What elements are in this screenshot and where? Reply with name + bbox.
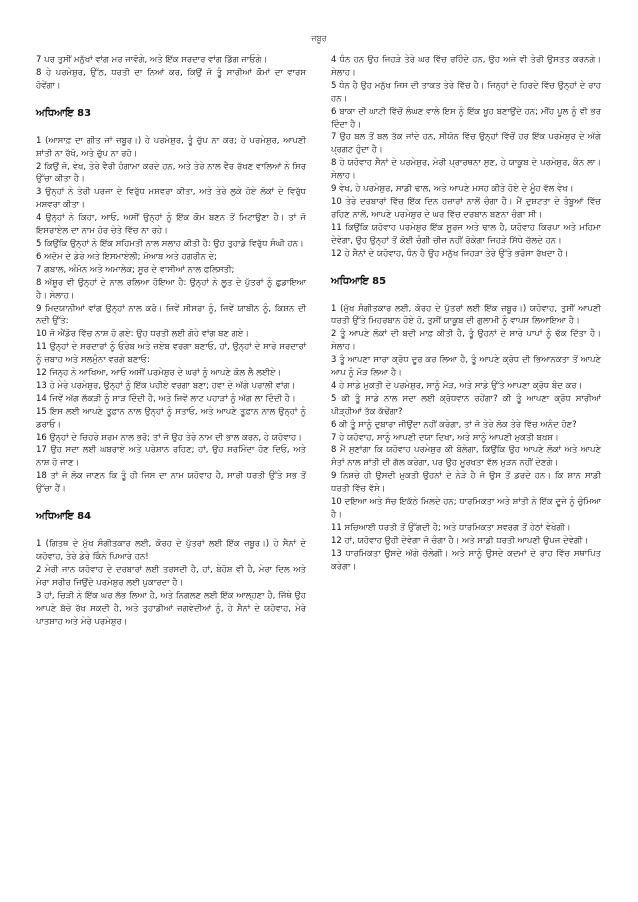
verse: 11 ਉਨ੍ਹਾਂ ਦੇ ਸਰਦਾਰਾਂ ਨੂੰ ਓਰੇਬ ਅਤੇ ਜ਼ਏਬ ਵਰਗਾ ਬਣਾਓ, ਹਾਂ, ਉਨ੍ਹਾਂ ਦੇ ਸਾਰੇ ਸਰਦਾਰਾਂ ਨੂੰ ਜ਼ਬਾਹ ਅਤੇ ਸਲਮੁੰਨਾ ਵਰਗੇ ਬਣਾਓ: xyxy=(36,342,306,366)
verse: 9 ਵੇਖ, ਹੇ ਪਰਮੇਸ਼ੁਰ, ਸਾਡੀ ਢਾਲ, ਅਤੇ ਆਪਣੇ ਮਸਹ ਕੀਤੇ ਹੋਏ ਦੇ ਮੂੰਹ ਵੱਲ ਵੇਖ। xyxy=(331,184,574,195)
verse: 3 ਤੂੰ ਆਪਣਾ ਸਾਰਾ ਕ੍ਰੋਧ ਦੂਰ ਕਰ ਲਿਆ ਹੈ, ਤੂੰ ਆਪਣੇ ਕ੍ਰੋਧ ਦੀ ਭਿਆਨਕਤਾ ਤੋਂ ਆਪਣੇ ਆਪ ਨੂੰ ਮੋੜ ਲਿਆ ਹੈ। xyxy=(331,355,601,379)
verse: 2 ਤੂੰ ਆਪਣੇ ਲੋਕਾਂ ਦੀ ਬਦੀ ਮਾਫ਼ ਕੀਤੀ ਹੈ, ਤੂੰ ਉਹਨਾਂ ਦੇ ਸਾਰੇ ਪਾਪਾਂ ਨੂੰ ਢੱਕ ਦਿੱਤਾ ਹੈ। ਸੇਲਾਹ। xyxy=(331,329,601,353)
verse: 12 ਜਿਨ੍ਹ ਨੇ ਆਖਿਆ, ਆਓ ਅਸੀਂ ਪਰਮੇਸ਼ੁਰ ਦੇ ਘਰਾਂ ਨੂੰ ਆਪਣੇ ਕੋਲ ਲੈ ਲਈਏ। xyxy=(36,368,282,379)
verse: 13 ਧਾਰਮਿਕਤਾ ਉਸਦੇ ਅੱਗੇ ਚੱਲੇਗੀ। ਅਤੇ ਸਾਨੂੰ ਉਸਦੇ ਕਦਮਾਂ ਦੇ ਰਾਹ ਵਿੱਚ ਸਥਾਪਿਤ ਕਰੇਗਾ। xyxy=(331,548,601,572)
verse: 17 ਉਹ ਸਦਾ ਲਈ ਘਬਰਾਏ ਅਤੇ ਪਰੇਸ਼ਾਨ ਰਹਿਣ; ਹਾਂ, ਉਹ ਸ਼ਰਮਿੰਦਾ ਹੋਣ ਦਿਓ, ਅਤੇ ਨਾਸ਼ ਹੋ ਜਾਣ। xyxy=(36,445,306,469)
verse: 6 ਕੀ ਤੂੰ ਸਾਨੂੰ ਦੁਬਾਰਾ ਜੀਉਂਦਾ ਨਹੀਂ ਕਰੇਗਾ, ਤਾਂ ਜੋ ਤੇਰੇ ਲੋਕ ਤੇਰੇ ਵਿੱਚ ਅਨੰਦ ਹੋਣ? xyxy=(331,419,577,430)
verse: 6 ਅਦੋਮ ਦੇ ਡੇਰੇ ਅਤੇ ਇਸਮਾਏਲੀ; ਮੋਆਬ ਅਤੇ ਹਗਰੀਨ ਦੇ; xyxy=(36,251,217,262)
verse: 4 ਉਨ੍ਹਾਂ ਨੇ ਕਿਹਾ, ਆਓ, ਅਸੀਂ ਉਨ੍ਹਾਂ ਨੂੰ ਇੱਕ ਕੌਮ ਬਣਨ ਤੋਂ ਮਿਟਾਉਣਾ ਹੈ। ਤਾਂ ਜੋ ਇਸਰਾਏਲ ਦਾ ਨਾਮ ਹੋਰ ਚੇਤੇ ਵਿੱਚ ਨਾ ਰਹੇ। xyxy=(36,213,306,237)
verse: 5 ਕਿਉਂਕਿ ਉਨ੍ਹਾਂ ਨੇ ਇੱਕ ਸਹਿਮਤੀ ਨਾਲ ਸਲਾਹ ਕੀਤੀ ਹੈ: ਉਹ ਤੁਹਾਡੇ ਵਿਰੁੱਧ ਸੰਘੀ ਹਨ। xyxy=(36,238,304,249)
verse: 7 ਗਬਾਲ, ਅੰਮੋਨ ਅਤੇ ਅਮਾਲੇਕ; ਸੂਰ ਦੇ ਵਾਸੀਆਂ ਨਾਲ ਫਲਿਸਤੀ; xyxy=(36,264,235,275)
verse: 8 ਮੈਂ ਸੁਣਾਂਗਾ ਕਿ ਯਹੋਵਾਹ ਪਰਮੇਸ਼ੁਰ ਕੀ ਬੋਲੇਗਾ, ਕਿਉਂਕਿ ਉਹ ਆਪਣੇ ਲੋਕਾਂ ਅਤੇ ਆਪਣੇ ਸੰਤਾਂ ਨਾਲ ਸ਼ਾਂਤੀ ਦੀ ਗੱਲ ਕਰੇਗਾ, ਪਰ ਉਹ ਮੂਰਖਤਾ ਵੱਲ ਮੁੜਨ ਨਹੀਂ ਦੇਣਗੇ। xyxy=(331,445,601,469)
intro-verses xyxy=(331,54,601,261)
verse: 8 ਹੇ ਪਰਮੇਸ਼ੁਰ, ਉੱਠ, ਧਰਤੀ ਦਾ ਨਿਆਂ ਕਰ, ਕਿਉਂ ਜੋ ਤੂੰ ਸਾਰੀਆਂ ਕੌਮਾਂ ਦਾ ਵਾਰਸ ਹੋਵੇਂਗਾ। xyxy=(36,67,306,91)
chapter-heading-83: ਅਧਿਆਇ 83 xyxy=(36,107,92,119)
verse: 16 ਉਨ੍ਹਾਂ ਦੇ ਚਿਹਰੇ ਸ਼ਰਮ ਨਾਲ ਭਰੋ; ਤਾਂ ਜੋ ਉਹ ਤੇਰੇ ਨਾਮ ਦੀ ਭਾਲ ਕਰਨ, ਹੇ ਯਹੋਵਾਹ। xyxy=(36,432,302,443)
verse: 9 ਮਿਦਯਾਨੀਆਂ ਵਾਂਗ ਉਨ੍ਹਾਂ ਨਾਲ ਕਰੋ। ਜਿਵੇਂ ਸੀਸਰਾ ਨੂੰ, ਜਿਵੇਂ ਯਾਬੀਨ ਨੂੰ, ਕਿਸ਼ਨ ਦੀ ਨਦੀ ਉੱਤੇ: xyxy=(36,303,306,327)
verse: 10 ਜੋ ਐਂਡੋਰ ਵਿੱਚ ਨਾਸ਼ ਹੋ ਗਏ: ਉਹ ਧਰਤੀ ਲਈ ਗੋਹੇ ਵਾਂਗ ਬਣ ਗਏ। xyxy=(36,329,249,340)
verse: 3 ਉਨ੍ਹਾਂ ਨੇ ਤੇਰੀ ਪਰਜਾ ਦੇ ਵਿਰੁੱਧ ਮਸ਼ਵਰਾ ਕੀਤਾ, ਅਤੇ ਤੇਰੇ ਲੁਕੇ ਹੋਏ ਲੋਕਾਂ ਦੇ ਵਿਰੁੱਧ ਮਸ਼ਵਰਾ ਕੀਤਾ। xyxy=(36,187,306,211)
chapter-heading-85: ਅਧਿਆਇ 85 xyxy=(331,275,387,287)
verse: 8 ਅੱਸ਼ੂਰ ਵੀ ਉਨ੍ਹਾਂ ਦੇ ਨਾਲ ਰਲਿਆ ਹੋਇਆ ਹੈ: ਉਨ੍ਹਾਂ ਨੇ ਲੂਤ ਦੇ ਪੁੱਤਰਾਂ ਨੂੰ ਛੁਡਾਇਆ ਹੈ। ਸੇਲਾਹ। xyxy=(36,277,306,301)
chapter-85-verses xyxy=(331,303,601,574)
verse: 3 ਹਾਂ, ਚਿੜੀ ਨੇ ਇੱਕ ਘਰ ਲੱਭ ਲਿਆ ਹੈ, ਅਤੇ ਨਿਗਲਣ ਲਈ ਇੱਕ ਆਲ੍ਹਣਾ ਹੈ, ਜਿੱਥੇ ਉਹ ਆਪਣੇ ਬੱਚੇ ਰੱਖ ਸਕਦੀ ਹੈ, ਅਤੇ ਤੁਹਾਡੀਆਂ ਜਗਵੇਦੀਆਂ ਨੂੰ, ਹੇ ਸੈਨਾਂ ਦੇ ਯਹੋਵਾਹ, ਮੇਰੇ ਪਾਤਸ਼ਾਹ ਅਤੇ ਮੇਰੇ ਪਰਮੇਸ਼ੁਰ। xyxy=(36,590,306,627)
left-column xyxy=(36,54,306,628)
verse: 1 (ਮੁੱਖ ਸੰਗੀਤਕਾਰ ਲਈ, ਕੋਰਹ ਦੇ ਪੁੱਤਰਾਂ ਲਈ ਇੱਕ ਜ਼ਬੂਰ।) ਯਹੋਵਾਹ, ਤੁਸੀਂ ਆਪਣੀ ਧਰਤੀ ਉੱਤੇ ਮਿਹਰਬਾਨ ਹੋਏ ਹੋ, ਤੁਸੀਂ ਯਾਕੂਬ ਦੀ ਗੁਲਾਮੀ ਨੂੰ ਵਾਪਸ ਲਿਆਇਆ ਹੈ। xyxy=(331,303,601,327)
verse: 11 ਕਿਉਂਕਿ ਯਹੋਵਾਹ ਪਰਮੇਸ਼ੁਰ ਇੱਕ ਸੂਰਜ ਅਤੇ ਢਾਲ ਹੈ, ਯਹੋਵਾਹ ਕਿਰਪਾ ਅਤੇ ਮਹਿਮਾ ਦੇਵੇਗਾ, ਉਹ ਉਨ੍ਹਾਂ ਤੋਂ ਕੋਈ ਚੰਗੀ ਚੀਜ਼ ਨਹੀਂ ਰੋਕੇਗਾ ਜਿਹੜੇ ਸਿੱਧੇ ਚੱਲਦੇ ਹਨ। xyxy=(331,222,601,246)
verse: 10 ਦਇਆ ਅਤੇ ਸੱਚ ਇਕੱਠੇ ਮਿਲਦੇ ਹਨ; ਧਾਰਮਿਕਤਾ ਅਤੇ ਸ਼ਾਂਤੀ ਨੇ ਇੱਕ ਦੂਜੇ ਨੂੰ ਚੁੰਮਿਆ ਹੈ। xyxy=(331,497,601,520)
verse: 6 ਬਾਕਾ ਦੀ ਘਾਟੀ ਵਿੱਚੋਂ ਲੰਘਣ ਵਾਲੇ ਇਸ ਨੂੰ ਇੱਕ ਖੂਹ ਬਣਾਉਂਦੇ ਹਨ; ਮੀਂਹ ਪੂਲ ਨੂੰ ਵੀ ਭਰ ਦਿੰਦਾ ਹੈ। xyxy=(331,106,601,130)
verse: 5 ਕੀ ਤੂੰ ਸਾਡੇ ਨਾਲ ਸਦਾ ਲਈ ਕ੍ਰੋਧਵਾਨ ਰਹੇਂਗਾ? ਕੀ ਤੂੰ ਆਪਣਾ ਕ੍ਰੋਧ ਸਾਰੀਆਂ ਪੀੜ੍ਹੀਆਂ ਤੱਕ ਕੱਢੇਂਗਾ? xyxy=(331,393,601,417)
verse: 12 ਹੇ ਸੈਨਾਂ ਦੇ ਯਹੋਵਾਹ, ਧੰਨ ਹੈ ਉਹ ਮਨੁੱਖ ਜਿਹੜਾ ਤੇਰੇ ਉੱਤੇ ਭਰੋਸਾ ਰੱਖਦਾ ਹੈ। xyxy=(331,248,569,259)
chapter-83-verses xyxy=(36,135,306,496)
intro-verses xyxy=(36,54,306,93)
chapter-heading-84: ਅਧਿਆਇ 84 xyxy=(36,511,92,523)
right-column xyxy=(331,54,601,574)
verse: 8 ਹੇ ਯਹੋਵਾਹ ਸੈਨਾਂ ਦੇ ਪਰਮੇਸ਼ੁਰ, ਮੇਰੀ ਪ੍ਰਾਰਥਨਾ ਸੁਣ, ਹੇ ਯਾਕੂਬ ਦੇ ਪਰਮੇਸ਼ੁਰ, ਕੰਨ ਲਾ। ਸੇਲਾਹ। xyxy=(331,158,601,182)
verse: 11 ਸਚਿਆਈ ਧਰਤੀ ਤੋਂ ਉੱਗਦੀ ਹੈ; ਅਤੇ ਧਾਰਮਿਕਤਾ ਸਵਰਗ ਤੋਂ ਹੇਠਾਂ ਵੇਖੇਗੀ। xyxy=(331,522,571,533)
verse: 2 ਮੇਰੀ ਜਾਨ ਯਹੋਵਾਹ ਦੇ ਦਰਬਾਰਾਂ ਲਈ ਤਰਸਦੀ ਹੈ, ਹਾਂ, ਬੇਹੋਸ਼ ਵੀ ਹੈ, ਮੇਰਾ ਦਿਲ ਅਤੇ ਮੇਰਾ ਸਰੀਰ ਜਿਉਂਦੇ ਪਰਮੇਸ਼ੁਰ ਲਈ ਪੁਕਾਰਦਾ ਹੈ। xyxy=(36,564,306,588)
verse: 7 ਉਹ ਬਲ ਤੋਂ ਬਲ ਤੱਕ ਜਾਂਦੇ ਹਨ, ਸੀਯੋਨ ਵਿੱਚ ਉਨ੍ਹਾਂ ਵਿੱਚੋਂ ਹਰ ਇੱਕ ਪਰਮੇਸ਼ੁਰ ਦੇ ਅੱਗੇ ਪ੍ਰਗਟ ਹੁੰਦਾ ਹੈ। xyxy=(331,132,601,156)
verse: 7 ਹੇ ਯਹੋਵਾਹ, ਸਾਨੂੰ ਆਪਣੀ ਦਯਾ ਦਿਖਾ, ਅਤੇ ਸਾਨੂੰ ਆਪਣੀ ਮੁਕਤੀ ਬਖ਼ਸ਼। xyxy=(331,432,559,443)
verse: 10 ਤੇਰੇ ਦਰਬਾਰਾਂ ਵਿੱਚ ਇੱਕ ਦਿਨ ਹਜ਼ਾਰਾਂ ਨਾਲੋਂ ਚੰਗਾ ਹੈ। ਮੈਂ ਦੁਸ਼ਟਤਾ ਦੇ ਤੰਬੂਆਂ ਵਿੱਚ ਰਹਿਣ ਨਾਲੋਂ, ਆਪਣੇ ਪਰਮੇਸ਼ੁਰ ਦੇ ਘਰ ਵਿੱਚ ਦਰਬਾਨ ਬਣਨਾ ਚੰਗਾ ਸੀ। xyxy=(331,196,601,220)
running-head: ਜ਼ਬੂਰ xyxy=(311,34,327,43)
verse: 2 ਕਿਉਂ ਜੋ, ਵੇਖ, ਤੇਰੇ ਵੈਰੀ ਹੰਗਾਮਾ ਕਰਦੇ ਹਨ, ਅਤੇ ਤੇਰੇ ਨਾਲ ਵੈਰ ਰੱਖਣ ਵਾਲਿਆਂ ਨੇ ਸਿਰ ਉੱਚਾ ਕੀਤਾ ਹੈ। xyxy=(36,161,306,185)
chapter-84-verses xyxy=(36,538,306,628)
verse: 15 ਇਸ ਲਈ ਆਪਣੇ ਤੂਫ਼ਾਨ ਨਾਲ ਉਨ੍ਹਾਂ ਨੂੰ ਸਤਾਓ, ਅਤੇ ਆਪਣੇ ਤੂਫ਼ਾਨ ਨਾਲ ਉਨ੍ਹਾਂ ਨੂੰ ਡਰਾਓ। xyxy=(36,406,306,430)
verse: 18 ਤਾਂ ਜੋ ਲੋਕ ਜਾਣਨ ਕਿ ਤੂੰ ਹੀ ਜਿਸ ਦਾ ਨਾਮ ਯਹੋਵਾਹ ਹੈ, ਸਾਰੀ ਧਰਤੀ ਉੱਤੇ ਸਭ ਤੋਂ ਉੱਚਾ ਹੈਂ। xyxy=(36,471,306,495)
verse: 4 ਧੰਨ ਹਨ ਉਹ ਜਿਹੜੇ ਤੇਰੇ ਘਰ ਵਿੱਚ ਰਹਿੰਦੇ ਹਨ, ਉਹ ਅਜੇ ਵੀ ਤੇਰੀ ਉਸਤਤ ਕਰਨਗੇ। ਸੇਲਾਹ। xyxy=(331,55,601,78)
verse: 14 ਜਿਵੇਂ ਅੱਗ ਲੱਕੜੀ ਨੂੰ ਸਾੜ ਦਿੰਦੀ ਹੈ, ਅਤੇ ਜਿਵੇਂ ਲਾਟ ਪਹਾੜਾਂ ਨੂੰ ਅੱਗ ਲਾ ਦਿੰਦੀ ਹੈ। xyxy=(36,393,296,404)
verse: 5 ਧੰਨ ਹੈ ਉਹ ਮਨੁੱਖ ਜਿਸ ਦੀ ਤਾਕਤ ਤੇਰੇ ਵਿੱਚ ਹੈ। ਜਿਨ੍ਹਾਂ ਦੇ ਹਿਰਦੇ ਵਿੱਚ ਉਨ੍ਹਾਂ ਦੇ ਰਾਹ ਹਨ। xyxy=(331,80,601,104)
verse: 12 ਹਾਂ, ਯਹੋਵਾਹ ਉਹੀ ਦੇਵੇਗਾ ਜੋ ਚੰਗਾ ਹੈ। ਅਤੇ ਸਾਡੀ ਧਰਤੀ ਆਪਣੀ ਉਪਜ ਦੇਵੇਗੀ। xyxy=(331,535,589,546)
verse: 13 ਹੇ ਮੇਰੇ ਪਰਮੇਸ਼ੁਰ, ਉਨ੍ਹਾਂ ਨੂੰ ਇੱਕ ਪਹੀਏ ਵਰਗਾ ਬਣਾ; ਹਵਾ ਦੇ ਅੱਗੇ ਪਰਾਲੀ ਵਾਂਗ। xyxy=(36,380,296,391)
verse: 4 ਹੇ ਸਾਡੇ ਮੁਕਤੀ ਦੇ ਪਰਮੇਸ਼ੁਰ, ਸਾਨੂੰ ਮੋੜ, ਅਤੇ ਸਾਡੇ ਉੱਤੇ ਆਪਣਾ ਕ੍ਰੋਧ ਬੰਦ ਕਰ। xyxy=(331,380,583,391)
verse: 1 (ਆਸਾਫ਼ ਦਾ ਗੀਤ ਜਾਂ ਜ਼ਬੂਰ।) ਹੇ ਪਰਮੇਸ਼ੁਰ, ਤੂੰ ਚੁੱਪ ਨਾ ਕਰ; ਹੇ ਪਰਮੇਸ਼ੁਰ, ਆਪਣੀ ਸ਼ਾਂਤੀ ਨਾ ਰੱਖੋ, ਅਤੇ ਚੁੱਪ ਨਾ ਰਹੋ। xyxy=(36,135,306,159)
verse: 1 (ਗਿਤਥ ਦੇ ਮੁੱਖ ਸੰਗੀਤਕਾਰ ਲਈ, ਕੋਰਹ ਦੇ ਪੁੱਤਰਾਂ ਲਈ ਇੱਕ ਜ਼ਬੂਰ।) ਹੇ ਸੈਨਾਂ ਦੇ ਯਹੋਵਾਹ, ਤੇਰੇ ਡੇਰੇ ਕਿੰਨੇ ਪਿਆਰੇ ਹਨ! xyxy=(36,539,306,562)
verse: 7 ਪਰ ਤੁਸੀਂ ਮਨੁੱਖਾਂ ਵਾਂਗ ਮਰ ਜਾਵੋਗੇ, ਅਤੇ ਇੱਕ ਸਰਦਾਰ ਵਾਂਗ ਡਿੱਗ ਜਾਓਗੇ। xyxy=(36,55,268,65)
verse: 9 ਨਿਸ਼ਚੇ ਹੀ ਉਸਦੀ ਮੁਕਤੀ ਉਹਨਾਂ ਦੇ ਨੇੜੇ ਹੈ ਜੋ ਉਸ ਤੋਂ ਡਰਦੇ ਹਨ। ਕਿ ਸ਼ਾਨ ਸਾਡੀ ਧਰਤੀ ਵਿੱਚ ਵੱਸੇ। xyxy=(331,471,601,495)
